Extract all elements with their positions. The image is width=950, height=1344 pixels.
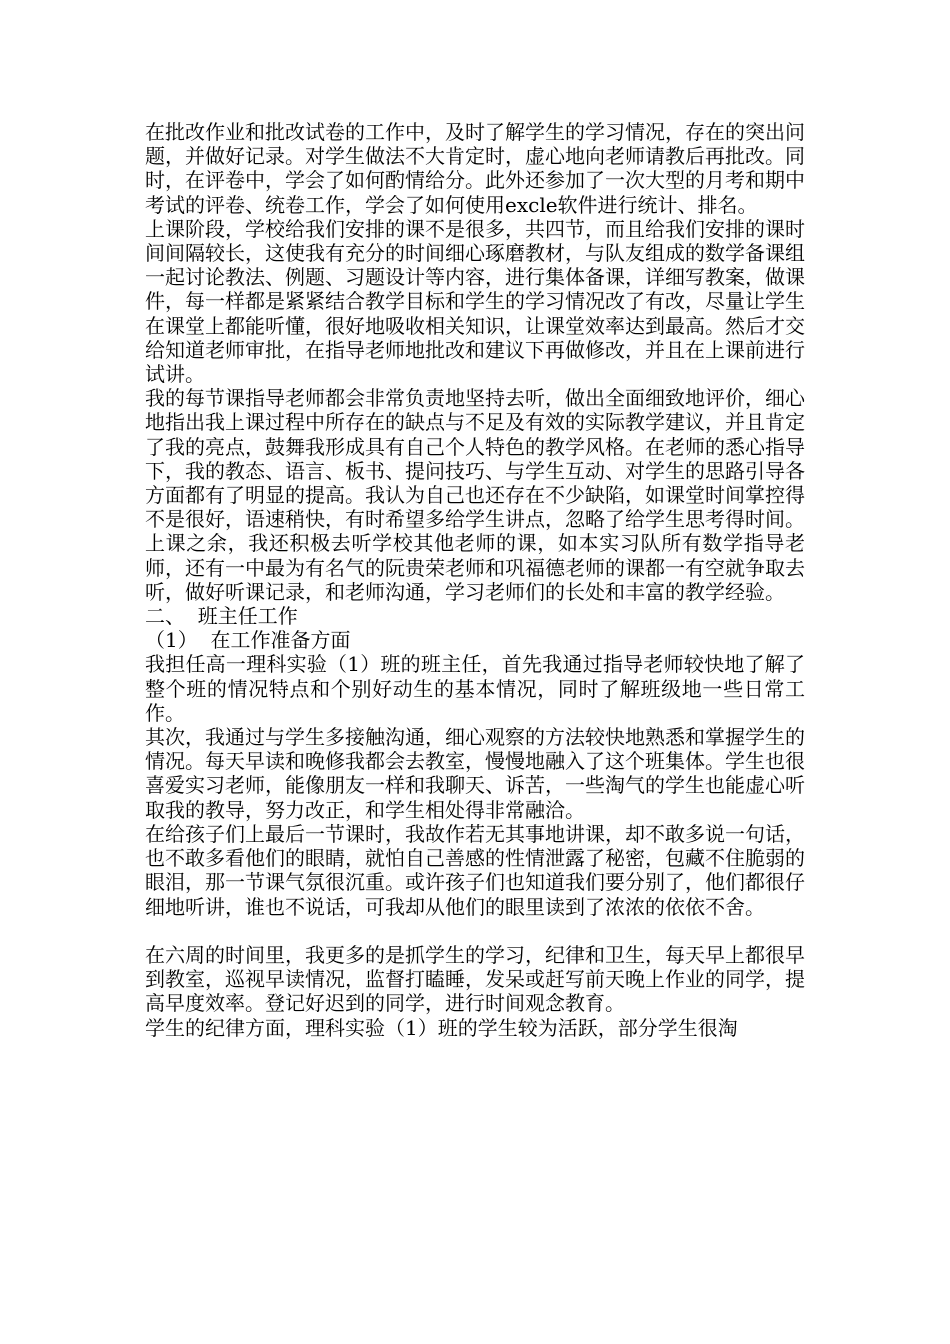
paragraph-discipline: 学生的纪律方面，理科实验（1）班的学生较为活跃，部分学生很淘	[145, 1015, 738, 1040]
paragraph-getting-to-know-students: 其次，我通过与学生多接触沟通，细心观察的方法较快地熟悉和掌握学生的情况。每天早读和晚修我都会去教室，慢慢地融入了这个班集体。学生也很喜爱实习老师，能像朋友一样和我聊天、诉苦，一些淘气的学生也能虚心听取我的教导，努力改正，和学生相处得非常融洽。	[145, 725, 805, 822]
subsection-heading-preparation: （1） 在工作准备方面	[145, 628, 351, 653]
paragraph-observing-classes: 上课之余，我还积极去听学校其他老师的课，如本实习队所有数学指导老师，还有一中最为有名气的阮贵荣老师和巩福德老师的课都一有空就争取去听，做好听课记录，和老师沟通，学习老师们的长处和丰富的教学经验。	[145, 531, 805, 604]
paragraph-class-assignment: 我担任高一理科实验（1）班的班主任，首先我通过指导老师较快地了解了整个班的情况特点和个别好动生的基本情况，同时了解班级地一些日常工作。	[145, 652, 805, 725]
document-body	[145, 120, 805, 1040]
blank-line	[145, 919, 805, 943]
paragraph-six-weeks: 在六周的时间里，我更多的是抓学生的学习，纪律和卫生，每天早上都很早到教室，巡视早读情况，监督打瞌睡，发呆或赶写前天晚上作业的同学，提高早度效率。登记好迟到的同学，进行时间观念教育。	[145, 942, 805, 1016]
paragraph-supervisor-feedback: 我的每节课指导老师都会非常负责地坚持去听，做出全面细致地评价，细心地指出我上课过程中所存在的缺点与不足及有效的实际教学建议，并且肯定了我的亮点，鼓舞我形成具有自己个人特色的教学风格。在老师的悉心指导下，我的教态、语言、板书、提问技巧、与学生互动、对学生的思路引导各方面都有了明显的提高。我认为自己也还存在不少缺陷，如课堂时间掌控得不是很好，语速稍快，有时希望多给学生讲点，忽略了给学生思考得时间。	[145, 386, 805, 532]
section-heading-class-teacher: 二、 班主任工作	[145, 604, 298, 629]
paragraph-grading: 在批改作业和批改试卷的工作中，及时了解学生的学习情况，存在的突出问题，并做好记录。对学生做法不大肯定时，虚心地向老师请教后再批改。同时，在评卷中，学会了如何酌情给分。此外还参加了一次大型的月考和期中考试的评卷、统卷工作，学会了如何使用excle软件进行统计、排名。	[145, 120, 805, 217]
paragraph-last-lesson: 在给孩子们上最后一节课时，我故作若无其事地讲课，却不敢多说一句话，也不敢多看他们的眼睛，就怕自己善感的性情泄露了秘密，包藏不住脆弱的眼泪，那一节课气氛很沉重。或许孩子们也知道我们要分别了，他们都很仔细地听讲，谁也不说话，可我却从他们的眼里读到了浓浓的依依不舍。	[145, 821, 805, 919]
paragraph-lesson-stage: 上课阶段，学校给我们安排的课不是很多，共四节，而且给我们安排的课时间间隔较长，这使我有充分的时间细心琢磨教材，与队友组成的数学备课组一起讨论教法、例题、习题设计等内容，进行集体备课，详细写教案，做课件，每一样都是紧紧结合教学目标和学生的学习情况改了有改，尽量让学生在课堂上都能听懂，很好地吸收相关知识，让课堂效率达到最高。然后才交给知道老师审批，在指导老师地批改和建议下再做修改，并且在上课前进行试讲。	[145, 216, 805, 387]
